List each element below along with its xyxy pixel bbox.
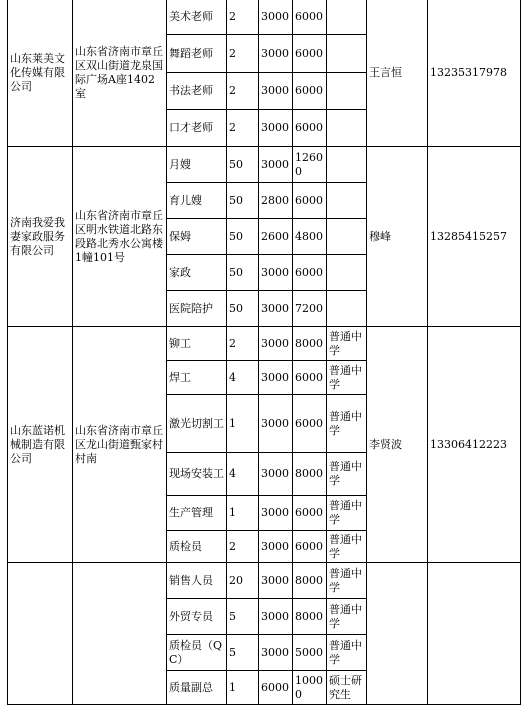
table-row [8, 0, 521, 35]
salary-max-cell: 5000 [293, 635, 327, 671]
contact-phone: 13235317978 [428, 0, 521, 147]
position-cell: 铆工 [167, 327, 227, 361]
company-address: 山东省济南市章丘区明水铁道北路东段路北秀水公寓楼1幢101号 [73, 147, 167, 327]
salary-min-cell: 3000 [259, 73, 293, 110]
salary-max-cell: 8000 [293, 453, 327, 496]
salary-min-cell: 3000 [259, 291, 293, 327]
education-cell: 普通中学 [327, 635, 367, 671]
salary-max-cell: 7200 [293, 291, 327, 327]
headcount-cell: 20 [227, 563, 259, 599]
education-cell: 普通中学 [327, 531, 367, 563]
education-cell [327, 147, 367, 183]
headcount-cell: 2 [227, 531, 259, 563]
salary-max-cell: 10000 [293, 671, 327, 705]
position-cell: 月嫂 [167, 147, 227, 183]
headcount-cell: 1 [227, 496, 259, 531]
headcount-cell: 4 [227, 361, 259, 395]
headcount-cell: 1 [227, 395, 259, 453]
contact-phone: 13285415257 [428, 147, 521, 327]
education-cell: 普通中学 [327, 496, 367, 531]
headcount-cell: 2 [227, 0, 259, 35]
salary-min-cell: 3000 [259, 327, 293, 361]
education-cell: 普通中学 [327, 395, 367, 453]
salary-min-cell: 3000 [259, 0, 293, 35]
salary-min-cell: 2600 [259, 219, 293, 255]
position-cell: 美术老师 [167, 0, 227, 35]
contact-person: 李贤波 [367, 327, 428, 563]
headcount-cell: 2 [227, 110, 259, 147]
headcount-cell: 50 [227, 147, 259, 183]
headcount-cell: 50 [227, 291, 259, 327]
education-cell [327, 219, 367, 255]
salary-min-cell: 3000 [259, 531, 293, 563]
position-cell: 医院陪护 [167, 291, 227, 327]
salary-min-cell: 3000 [259, 453, 293, 496]
salary-max-cell: 6000 [293, 361, 327, 395]
salary-max-cell: 12600 [293, 147, 327, 183]
salary-max-cell: 6000 [293, 183, 327, 219]
salary-min-cell: 3000 [259, 496, 293, 531]
salary-min-cell: 3000 [259, 110, 293, 147]
table-row [8, 147, 521, 183]
headcount-cell: 2 [227, 35, 259, 73]
salary-max-cell: 6000 [293, 496, 327, 531]
headcount-cell: 50 [227, 183, 259, 219]
salary-min-cell: 6000 [259, 671, 293, 705]
salary-min-cell: 3000 [259, 599, 293, 635]
position-cell: 质检员 [167, 531, 227, 563]
salary-min-cell: 2800 [259, 183, 293, 219]
headcount-cell: 1 [227, 671, 259, 705]
education-cell: 普通中学 [327, 563, 367, 599]
salary-max-cell: 6000 [293, 255, 327, 291]
headcount-cell: 5 [227, 635, 259, 671]
salary-max-cell: 8000 [293, 599, 327, 635]
position-cell: 保姆 [167, 219, 227, 255]
position-cell: 质检员（QC） [167, 635, 227, 671]
salary-max-cell: 6000 [293, 395, 327, 453]
education-cell [327, 255, 367, 291]
position-cell: 生产管理 [167, 496, 227, 531]
education-cell [327, 35, 367, 73]
salary-min-cell: 3000 [259, 35, 293, 73]
position-cell: 焊工 [167, 361, 227, 395]
education-cell: 普通中学 [327, 327, 367, 361]
position-cell: 销售人员 [167, 563, 227, 599]
company-address: 山东省济南市章丘区双山街道龙泉国际广场A座1402室 [73, 0, 167, 147]
contact-person: 王言恒 [367, 0, 428, 147]
salary-min-cell: 3000 [259, 361, 293, 395]
education-cell [327, 0, 367, 35]
position-cell: 口才老师 [167, 110, 227, 147]
salary-min-cell: 3000 [259, 147, 293, 183]
salary-min-cell: 3000 [259, 563, 293, 599]
education-cell [327, 110, 367, 147]
company-name: 山东蓝诺机械制造有限公司 [8, 327, 73, 563]
headcount-cell: 5 [227, 599, 259, 635]
salary-min-cell: 3000 [259, 255, 293, 291]
recruitment-table [7, 0, 521, 705]
position-cell: 外贸专员 [167, 599, 227, 635]
education-cell: 普通中学 [327, 361, 367, 395]
position-cell: 现场安装工 [167, 453, 227, 496]
position-cell: 家政 [167, 255, 227, 291]
position-cell: 书法老师 [167, 73, 227, 110]
education-cell [327, 291, 367, 327]
salary-max-cell: 6000 [293, 73, 327, 110]
contact-person [367, 563, 428, 705]
salary-min-cell: 3000 [259, 395, 293, 453]
company-name: 济南我爱我妻家政服务有限公司 [8, 147, 73, 327]
headcount-cell: 50 [227, 219, 259, 255]
salary-max-cell: 4800 [293, 219, 327, 255]
headcount-cell: 2 [227, 327, 259, 361]
contact-phone: 13306412223 [428, 327, 521, 563]
company-name: 山东莱美文化传媒有限公司 [8, 0, 73, 147]
education-cell [327, 183, 367, 219]
salary-max-cell: 6000 [293, 110, 327, 147]
position-cell: 育儿嫂 [167, 183, 227, 219]
education-cell: 普通中学 [327, 453, 367, 496]
salary-max-cell: 6000 [293, 531, 327, 563]
position-cell: 质量副总 [167, 671, 227, 705]
position-cell: 激光切割工 [167, 395, 227, 453]
table-row [8, 563, 521, 599]
education-cell: 硕士研究生 [327, 671, 367, 705]
salary-min-cell: 3000 [259, 635, 293, 671]
company-address: 山东省济南市章丘区龙山街道甄家村村南 [73, 327, 167, 563]
salary-max-cell: 8000 [293, 563, 327, 599]
contact-phone [428, 563, 521, 705]
salary-max-cell: 8000 [293, 327, 327, 361]
table-row [8, 327, 521, 361]
salary-max-cell: 6000 [293, 35, 327, 73]
education-cell: 普通中学 [327, 599, 367, 635]
headcount-cell: 4 [227, 453, 259, 496]
headcount-cell: 2 [227, 73, 259, 110]
position-cell: 舞蹈老师 [167, 35, 227, 73]
company-address [73, 563, 167, 705]
headcount-cell: 50 [227, 255, 259, 291]
salary-max-cell: 6000 [293, 0, 327, 35]
company-name [8, 563, 73, 705]
contact-person: 穆峰 [367, 147, 428, 327]
education-cell [327, 73, 367, 110]
